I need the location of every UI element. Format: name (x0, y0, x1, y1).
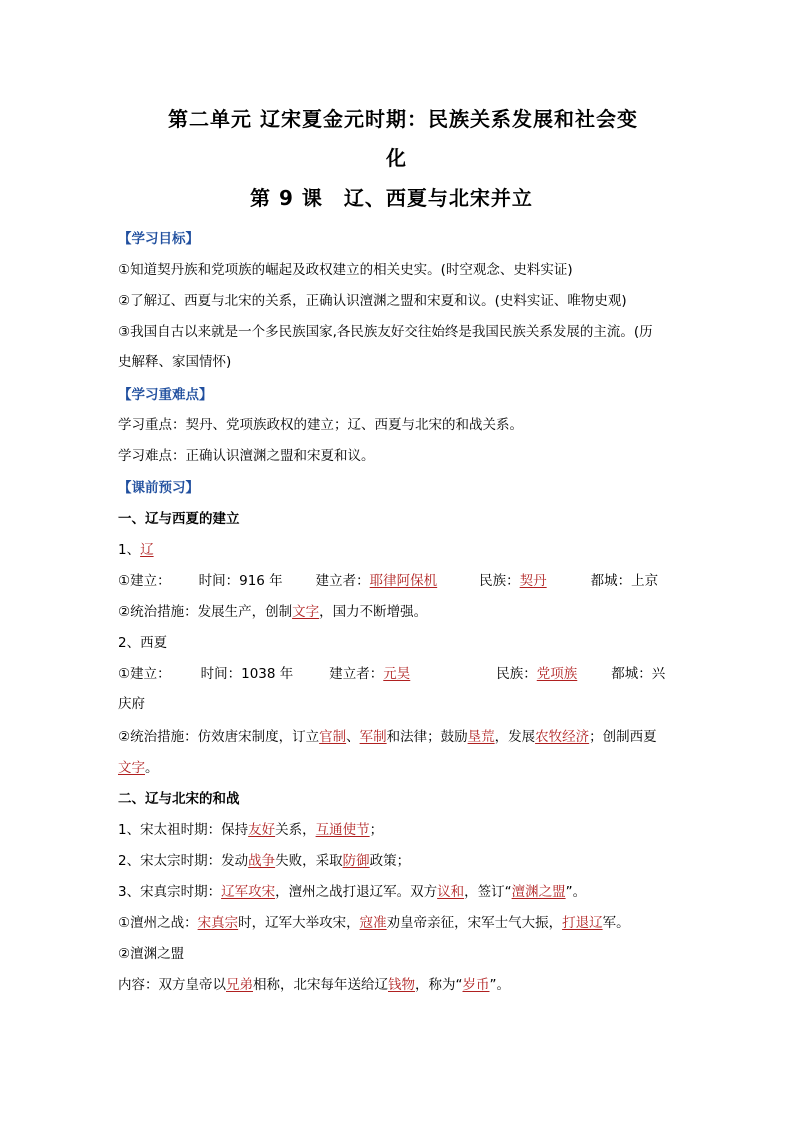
unit-title-line1: 第二单元 辽宋夏金元时期：民族关系发展和社会变 (168, 107, 638, 131)
xixia-rule-cont (118, 759, 159, 777)
liao-ethnic: 契丹 (519, 573, 547, 589)
zhenzong-answer-2: 议和 (437, 884, 465, 900)
taizong-text-c: 政策； (369, 853, 411, 869)
keypoints-heading: 【学习重难点】 (118, 387, 213, 403)
xixia-rule-text-d: ，发展 (494, 729, 536, 745)
taizong-text-a: 2、宋太宗时期：发动 (118, 853, 249, 869)
taizong-answer-2: 防御 (342, 853, 370, 869)
content-answer-2: 钱物 (388, 977, 415, 993)
taizong-answer-1: 战争 (248, 853, 276, 869)
chanzhou-text-a: ①澶州之战： (118, 915, 198, 931)
xixia-capital-cont: 庆府 (118, 696, 145, 712)
liao-label (118, 541, 154, 559)
xixia-found-label: ①建立： (118, 666, 171, 682)
goal-2: ②了解辽、西夏与北宋的关系，正确认识澶渊之盟和宋夏和议。(史料实证、唯物史观) (118, 293, 627, 309)
liao-found-label: ①建立： (118, 573, 171, 589)
liao-capital: 都城：上京 (590, 573, 659, 589)
xixia-rule-text-c: 和法律；鼓励 (386, 729, 468, 745)
zhenzong-answer-3: 澶渊之盟 (511, 884, 566, 900)
chanzhou-text-c: 劝皇帝亲征，宋军士气大振， (386, 915, 563, 931)
liao-founder: 耶律阿保机 (369, 573, 438, 589)
xixia-rule-text-e: ；创制西夏 (589, 729, 657, 745)
liao-ethnic-label: 民族： (479, 573, 520, 589)
xixia-founder: 元昊 (383, 666, 411, 682)
taizu-text-b: 关系， (275, 822, 316, 838)
liao-rule (118, 603, 427, 621)
zhenzong-line (118, 883, 586, 901)
liao-rule-text: ②统治措施：发展生产，创制 (118, 604, 293, 620)
taizu-text-c: ； (369, 822, 384, 838)
taizong-line (118, 852, 410, 870)
taizu-text-a: 1、宋太祖时期：保持 (118, 822, 249, 838)
xixia-answer-4: 农牧经济 (535, 729, 590, 745)
liao-rule-answer: 文字 (292, 604, 320, 620)
chanzhou-text-b: 时，辽军大举攻宋， (238, 915, 360, 931)
content-text-c: ，称为“ (415, 977, 463, 993)
goals-heading: 【学习目标】 (118, 231, 199, 247)
zhenzong-text-a: 3、宋真宗时期： (118, 884, 222, 900)
xixia-label: 2、西夏 (118, 635, 168, 651)
content-answer-3: 岁币 (462, 977, 490, 993)
xixia-answer-1: 官制 (319, 729, 347, 745)
zhenzong-answer-1: 辽军攻宋 (221, 884, 276, 900)
chanyuan-content (118, 976, 510, 994)
taizu-line (118, 821, 383, 839)
chanzhou-line (118, 914, 630, 932)
part1-heading: 一、辽与西夏的建立 (118, 511, 240, 527)
goal-1: ①知道契丹族和党项族的崛起及政权建立的相关史实。(时空观念、史料实证) (118, 262, 573, 278)
zhenzong-text-d: ”。 (565, 884, 587, 900)
xixia-rule (118, 728, 657, 746)
zhenzong-text-b: ，澶州之战打退辽军。双方 (275, 884, 438, 900)
difficult-point: 学习难点：正确认识澶渊之盟和宋夏和议。 (118, 448, 375, 464)
xixia-founder-label: 建立者： (329, 666, 384, 682)
liao-founder-label: 建立者： (315, 573, 370, 589)
liao-label-prefix: 1、 (118, 542, 141, 558)
chanyuan-heading: ②澶渊之盟 (118, 946, 185, 962)
xixia-founding (118, 665, 665, 683)
xixia-answer-5: 文字 (118, 760, 145, 776)
liao-time: 时间：916 年 (198, 573, 283, 589)
chanzhou-answer-2: 寇准 (359, 915, 387, 931)
content-text-a: 内容：双方皇帝以 (118, 977, 226, 993)
goal-3b: 史解释、家国情怀) (118, 354, 232, 370)
chanzhou-answer-1: 宋真宗 (197, 915, 239, 931)
xixia-time: 时间：1038 年 (200, 666, 294, 682)
unit-title-line2: 化 (386, 146, 407, 170)
goal-3a: ③我国自古以来就是一个多民族国家,各民族友好交往始终是我国民族关系发展的主流。(历 (118, 324, 653, 340)
xixia-rule-text-a: ②统治措施：仿效唐宋制度，订立 (118, 729, 320, 745)
taizu-answer-2: 互通使节 (315, 822, 370, 838)
xixia-rule-text-b: 、 (346, 729, 360, 745)
xixia-answer-2: 军制 (359, 729, 387, 745)
chanzhou-answer-3: 打退辽 (562, 915, 603, 931)
liao-rule-end: ，国力不断增强。 (319, 604, 428, 620)
preview-heading: 【课前预习】 (118, 480, 199, 496)
content-answer-1: 兄弟 (226, 977, 253, 993)
liao-founding (118, 572, 658, 590)
xixia-capital: 都城：兴 (611, 666, 666, 682)
part2-heading: 二、辽与北宋的和战 (118, 791, 240, 807)
taizu-answer-1: 友好 (248, 822, 276, 838)
xixia-answer-3: 垦荒 (467, 729, 495, 745)
chanzhou-text-d: 军。 (602, 915, 630, 931)
xixia-ethnic-label: 民族： (496, 666, 537, 682)
key-point: 学习重点：契丹、党项族政权的建立；辽、西夏与北宋的和战关系。 (118, 417, 523, 433)
liao-label-answer: 辽 (140, 542, 154, 558)
lesson-title: 第 9 课 辽、西夏与北宋并立 (250, 186, 533, 210)
xixia-ethnic: 党项族 (536, 666, 578, 682)
zhenzong-text-c: ，签订“ (464, 884, 512, 900)
content-text-d: ”。 (489, 977, 510, 993)
content-text-b: 相称，北宋每年送给辽 (253, 977, 388, 993)
taizong-text-b: 失败，采取 (275, 853, 343, 869)
xixia-rule-end: 。 (145, 760, 159, 776)
